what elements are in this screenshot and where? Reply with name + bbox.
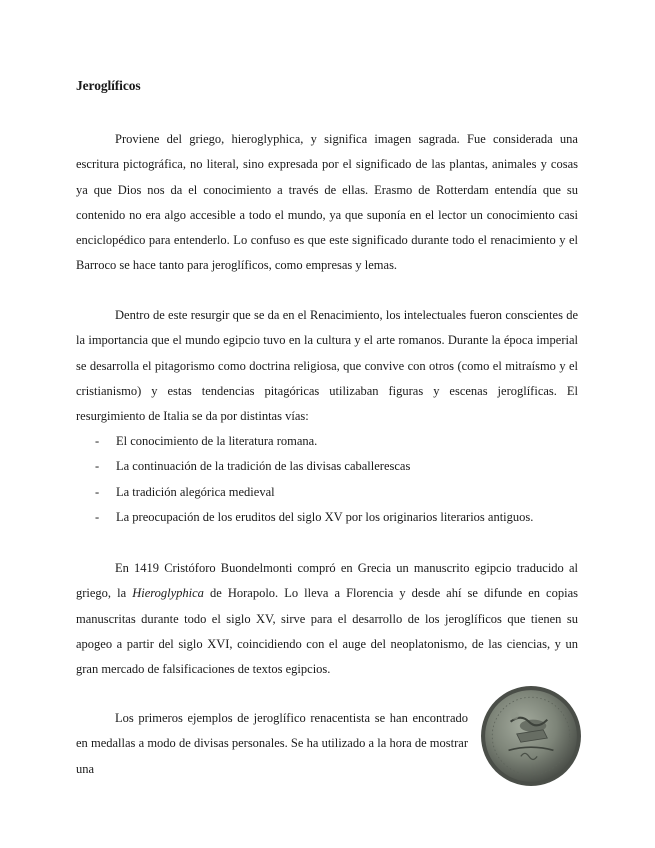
paragraph-text: En 1419 Cristóforo Buondelmonti compró en Grecia un manuscrito egipcio traducido al griego, la <box>76 561 578 601</box>
bullet-text: La continuación de la tradición de las divisas caballerescas <box>116 459 411 474</box>
bullet-dash: - <box>95 434 100 448</box>
italic-title: Hieroglyphica <box>132 586 204 601</box>
bullet-item <box>76 454 578 479</box>
medal-image <box>480 685 582 787</box>
document-title: Jeroglíficos <box>76 78 141 93</box>
bullet-item <box>76 480 578 505</box>
paragraph-3 <box>76 556 578 682</box>
bullet-list <box>76 429 578 530</box>
bullet-text: El conocimiento de la literatura romana. <box>116 434 318 448</box>
paragraph-text: Los primeros ejemplos de jeroglífico renacentista se han encontrado en medallas a modo de divisas personales. Se ha utilizado a la hora de mostrar una <box>76 711 468 776</box>
bullet-text: La preocupación de los eruditos del siglo XV por los originarios literarios antiguos. <box>116 509 534 524</box>
paragraph-4 <box>76 706 468 782</box>
paragraph-text: Proviene del griego, hieroglyphica, y significa imagen sagrada. Fue considerada una escritura pictográfica, no literal, sino expresada por el significado de las plantas, animales y cosas ya que Dios nos da el conocimiento a través de ellas. Erasmo de Rotterdam entendía que su contenido no era algo accesible a todo el mundo, ya que suponía en el lector un conocimiento casi enciclopédico para entenderlo. Lo confuso es que este significado durante todo el renacimiento y el Barroco se hace tanto para jeroglíficos, como empresas y lemas. <box>76 132 578 273</box>
bullet-item <box>76 505 578 530</box>
bullet-dash: - <box>95 484 100 499</box>
bullet-dash: - <box>95 509 100 524</box>
paragraph-text: Dentro de este resurgir que se da en el Renacimiento, los intelectuales fueron conscientes de la importancia que el mundo egipcio tuvo en la cultura y el arte romanos. Durante la época imperial se desarrolla el pitagorismo como doctrina religiosa, que convive con otros (como el mitraísmo y el cristianismo) y estas tendencias pitagóricas utilizaban figuras y escenas jeroglíficas. El resurgimiento de Italia se da por distintas vías: <box>76 308 578 424</box>
bullet-item <box>76 429 578 454</box>
bullet-text: La tradición alegórica medieval <box>116 484 275 499</box>
paragraph-2 <box>76 303 578 429</box>
paragraph-1 <box>76 127 578 279</box>
bullet-dash: - <box>95 459 100 474</box>
paragraph-text: de Horapolo. Lo lleva a Florencia y desde ahí se difunde en copias manuscritas durante todo el siglo XV, sirve para el desarrollo de los jeroglíficos que tienen su apogeo a partir del siglo XVI, coincidiendo con el auge del neoplatonismo, de las ciencias, y un gran mercado de falsificaciones de textos egipcios. <box>76 586 578 677</box>
